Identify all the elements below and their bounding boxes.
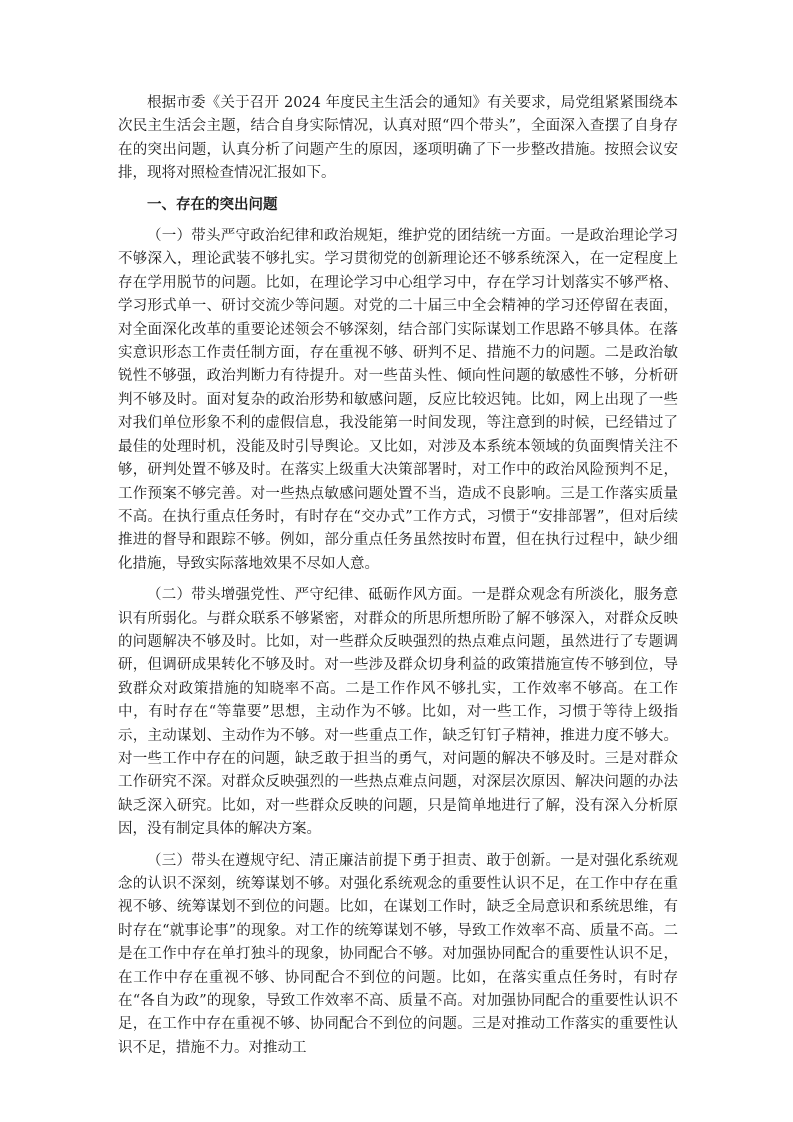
section-heading-problems: 一、存在的突出问题 <box>147 196 278 213</box>
paragraph-party-spirit: （二）带头增强党性、严守纪律、砥砺作风方面。一是群众观念有所淡化，服务意识有所弱化。与群众联系不够紧密，对群众的所思所想所盼了解不够深入，对群众反映的问题解决不够及时。比如，对一些群众反映强烈的热点难点问题，虽然进行了专题调研，但调研成果转化不够及时。对一些涉及群众切身利益的政策措施宣传不够到位，导致群众对政策措施的知晓率不高。二是工作作风不够扎实，工作效率不够高。在工作中，有时存在“等靠要”思想，主动作为不够。比如，对一些工作，习惯于等待上级指示，主动谋划、主动作为不够。对一些重点工作，缺乏钉钉子精神，推进力度不够大。对一些工作中存在的问题，缺乏敢于担当的勇气，对问题的解决不够及时。三是对群众工作研究不深。对群众反映强烈的一些热点难点问题，对深层次原因、解决问题的办法缺乏深入研究。比如，对一些群众反映的问题，只是简单地进行了解，没有深入分析原因，没有制定具体的解决方案。 <box>118 587 678 838</box>
paragraph-responsibility-innovation: （三）带头在遵规守纪、清正廉洁前提下勇于担责、敢于创新。一是对强化系统观念的认识不深刻，统筹谋划不够。对强化系统观念的重要性认识不足，在工作中存在重视不够、统筹谋划不到位的问题。比如，在谋划工作时，缺乏全局意识和系统思维，有时存在“就事论事”的现象。对工作的统筹谋划不够，导致工作效率不高、质量不高。二是在工作中存在单打独斗的现象，协同配合不够。对加强协同配合的重要性认识不足，在工作中存在重视不够、协同配合不到位的问题。比如，在落实重点任务时，有时存在“各自为政”的现象，导致工作效率不高、质量不高。对加强协同配合的重要性认识不足，在工作中存在重视不够、协同配合不到位的问题。三是对推动工作落实的重要性认识不足，措施不力。对推动工 <box>118 852 678 1056</box>
intro-paragraph: 根据市委《关于召开 2024 年度民主生活会的通知》有关要求，局党组紧紧围绕本次民主生活会主题，结合自身实际情况，认真对照“四个带头”，全面深入查摆了自身存在的突出问题，认真分析了问题产生的原因，逐项明确了下一步整改措施。按照会议安排，现将对照检查情况汇报如下。 <box>118 95 678 182</box>
paragraph-political-discipline: （一）带头严守政治纪律和政治规矩，维护党的团结统一方面。一是政治理论学习不够深入，理论武装不够扎实。学习贯彻党的创新理论还不够系统深入，在一定程度上存在学用脱节的问题。比如，在理论学习中心组学习中，存在学习计划落实不够严格、学习形式单一、研讨交流少等问题。对党的二十届三中全会精神的学习还停留在表面，对全面深化改革的重要论述领会不够深刻，结合部门实际谋划工作思路不够具体。在落实意识形态工作责任制方面，存在重视不够、研判不足、措施不力的问题。二是政治敏锐性不够强，政治判断力有待提升。对一些苗头性、倾向性问题的敏感性不够，分析研判不够及时。面对复杂的政治形势和敏感问题，反应比较迟钝。比如，网上出现了一些对我们单位形象不利的虚假信息，我没能第一时间发现，等注意到的时候，已经错过了最佳的处理时机，没能及时引导舆论。又比如，对涉及本系统本领域的负面舆情关注不够，研判处置不够及时。在落实上级重大决策部署时，对工作中的政治风险预判不足，工作预案不够完善。对一些热点敏感问题处置不当，造成不良影响。三是工作落实质量不高。在执行重点任务时，有时存在“交办式”工作方式，习惯于“安排部署”，但对后续推进的督导和跟踪不够。例如，部分重点任务虽然按时布置，但在执行过程中，缺少细化措施，导致实际落地效果不尽如人意。 <box>118 228 678 572</box>
document-page <box>118 92 678 1060</box>
